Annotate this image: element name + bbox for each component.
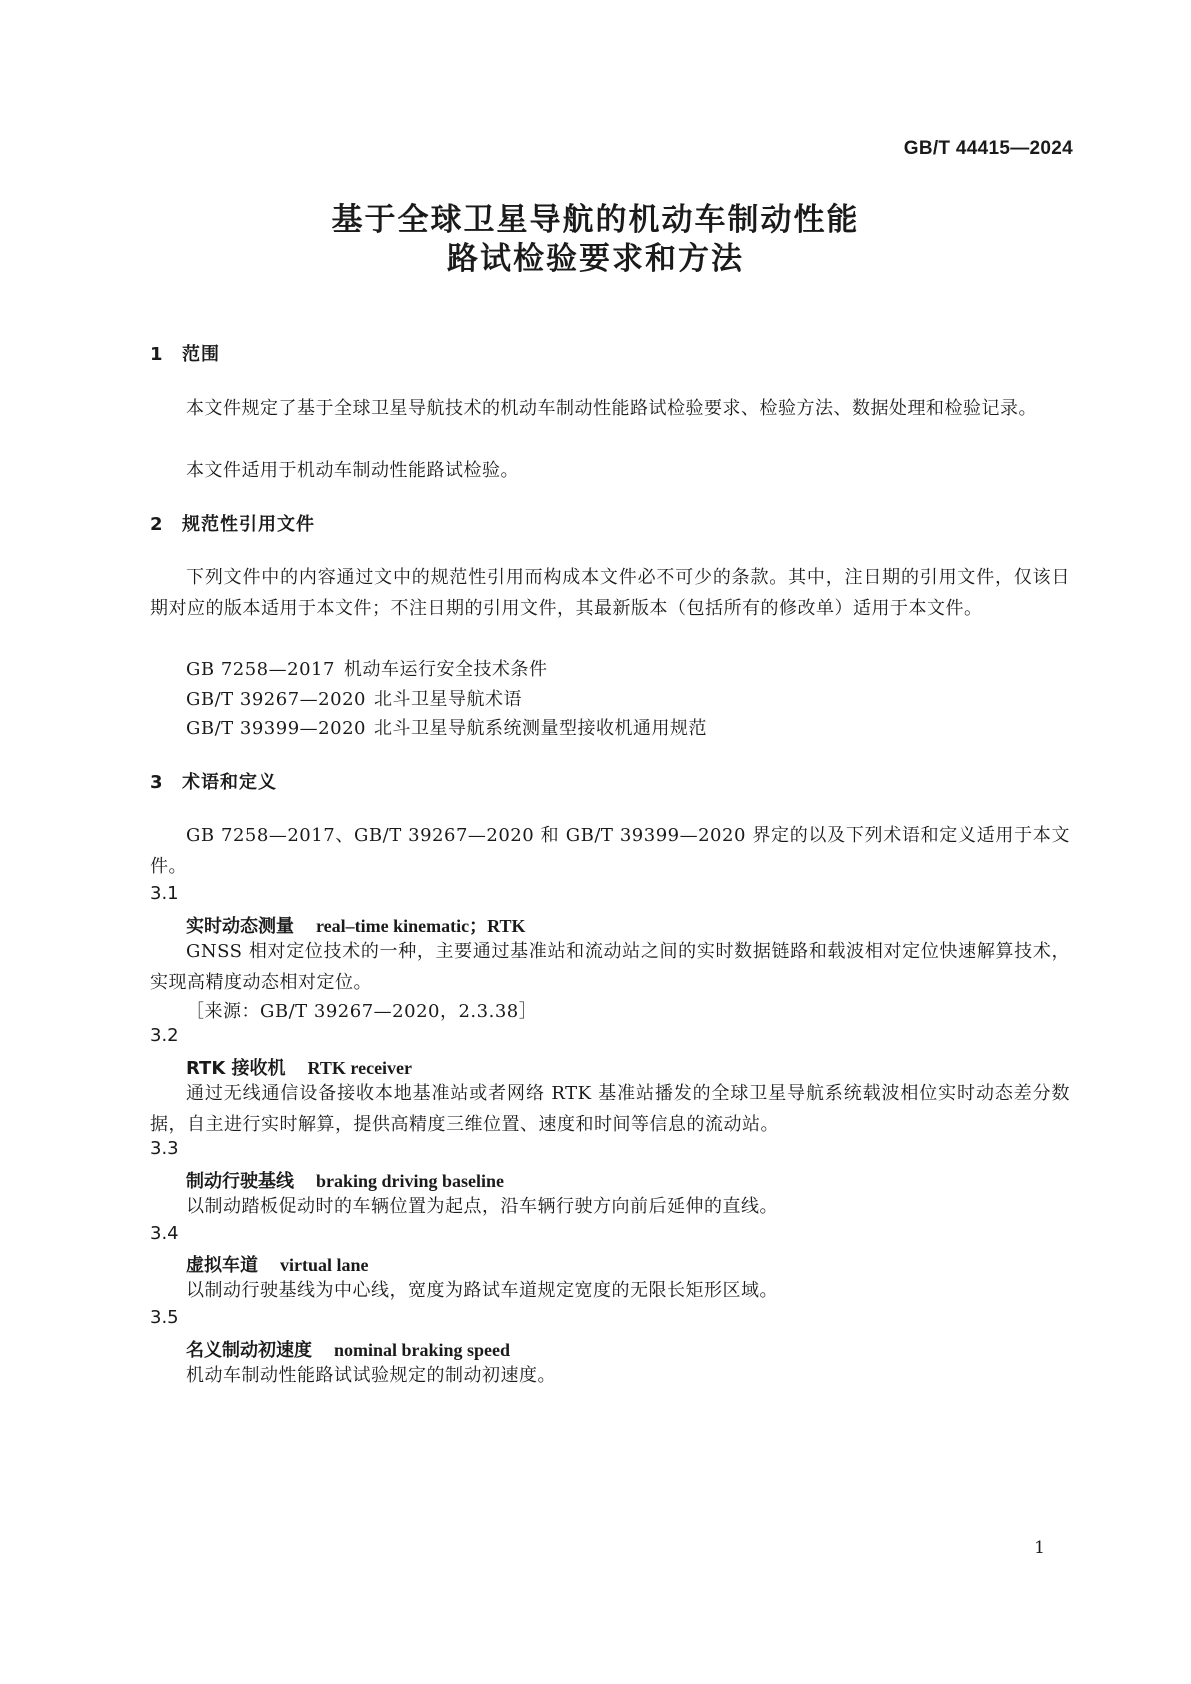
term-definition: 以制动踏板促动时的车辆位置为起点，沿车辆行驶方向前后延伸的直线。	[186, 1196, 778, 1217]
term-heading	[186, 912, 526, 938]
term-zh: 实时动态测量	[186, 916, 294, 937]
term-zh: 制动行驶基线	[186, 1171, 294, 1192]
term-zh: RTK 接收机	[186, 1058, 286, 1079]
document-title-line-2: 路试检验要求和方法	[447, 241, 744, 277]
section-title: 规范性引用文件	[182, 514, 315, 535]
paragraph: 本文件规定了基于全球卫星导航技术的机动车制动性能路试检验要求、检验方法、数据处理和检验记录。	[186, 398, 1037, 419]
term-zh: 名义制动初速度	[186, 1340, 312, 1361]
page-number: 1	[1034, 1538, 1045, 1558]
term-number: 3.1	[150, 883, 179, 904]
paragraph: 本文件适用于机动车制动性能路试检验。	[186, 460, 519, 481]
term-heading	[186, 1336, 510, 1362]
paragraph: 下列文件中的内容通过文中的规范性引用而构成本文件必不可少的条款。其中，注日期的引用文件，仅该日期对应的版本适用于本文件；不注日期的引用文件，其最新版本（包括所有的修改单）适用于本文件。	[150, 567, 1070, 619]
reference-title: 北斗卫星导航术语	[374, 689, 522, 710]
term-definition: 机动车制动性能路试试验规定的制动初速度。	[186, 1365, 556, 1386]
reference-title: 北斗卫星导航系统测量型接收机通用规范	[374, 718, 707, 739]
term-number: 3.3	[150, 1138, 179, 1159]
section-title: 范围	[182, 344, 220, 365]
term-zh: 虚拟车道	[186, 1255, 258, 1276]
term-definition: 以制动行驶基线为中心线，宽度为路试车道规定宽度的无限长矩形区域。	[186, 1280, 778, 1301]
term-definition: 通过无线通信设备接收本地基准站或者网络 RTK 基准站播发的全球卫星导航系统载波相位实时动态差分数据，自主进行实时解算，提供高精度三维位置、速度和时间等信息的流动站。	[150, 1083, 1070, 1135]
section-heading-2	[150, 510, 315, 536]
term-definition: GNSS 相对定位技术的一种，主要通过基准站和流动站之间的实时数据链路和载波相对定位快速解算技术，实现高精度动态相对定位。	[150, 941, 1070, 993]
term-en: braking driving baseline	[316, 1171, 505, 1191]
term-heading	[186, 1054, 412, 1080]
term-en: virtual lane	[280, 1255, 369, 1275]
document-title-line-1: 基于全球卫星导航的机动车制动性能	[331, 202, 860, 238]
normative-reference	[186, 654, 548, 685]
term-number: 3.2	[150, 1025, 179, 1046]
reference-title: 机动车运行安全技术条件	[344, 659, 548, 680]
normative-reference	[186, 713, 707, 744]
section-heading-1	[150, 340, 220, 366]
term-source: ［来源：GB/T 39267—2020，2.3.38］	[186, 1001, 538, 1022]
paragraph: GB 7258—2017、GB/T 39267—2020 和 GB/T 39399—2020 界定的以及下列术语和定义适用于本文件。	[150, 825, 1070, 877]
reference-code: GB/T 39399—2020	[186, 718, 366, 739]
term-number: 3.4	[150, 1223, 179, 1244]
section-number: 3	[150, 772, 164, 793]
section-heading-3	[150, 768, 277, 794]
normative-reference	[186, 684, 522, 715]
reference-code: GB/T 39267—2020	[186, 689, 366, 710]
term-en: RTK receiver	[307, 1058, 413, 1078]
standard-number: GB/T 44415—2024	[903, 138, 1073, 159]
term-heading	[186, 1167, 504, 1193]
term-number: 3.5	[150, 1307, 179, 1328]
section-number: 1	[150, 344, 164, 365]
reference-code: GB 7258—2017	[186, 659, 335, 680]
section-title: 术语和定义	[182, 772, 277, 793]
term-en: nominal braking speed	[334, 1340, 511, 1360]
section-number: 2	[150, 514, 164, 535]
term-heading	[186, 1251, 369, 1277]
term-en: real–time kinematic；RTK	[316, 916, 526, 936]
